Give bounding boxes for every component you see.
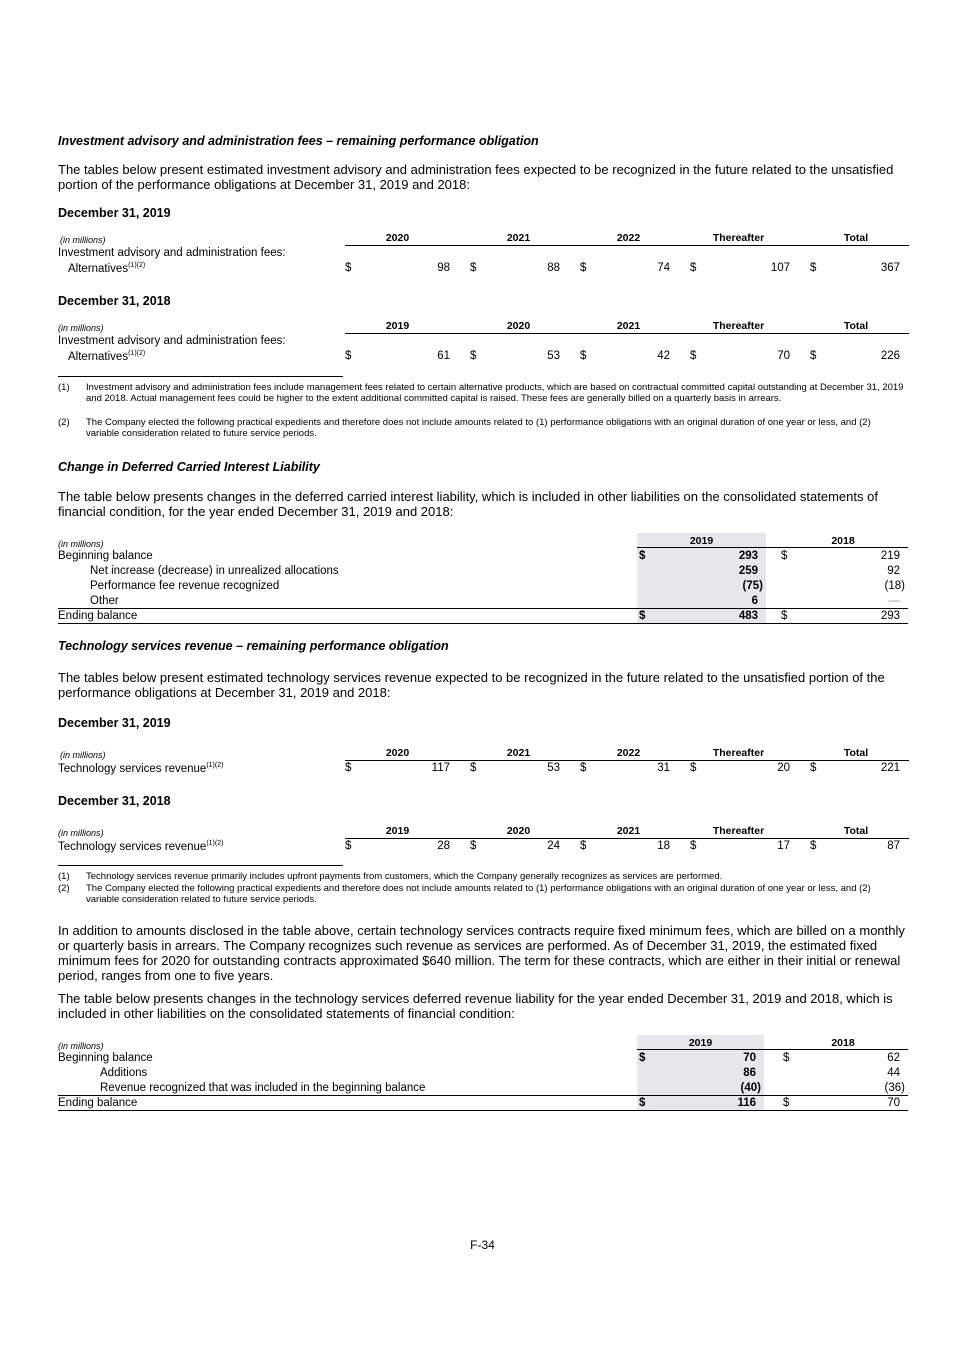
table-cell: — <box>888 595 900 607</box>
column-header: 2020 <box>385 232 410 244</box>
column-header: 2019 <box>689 535 714 547</box>
table-cell: 44 <box>887 1067 900 1079</box>
table-cell: (36) <box>884 1082 905 1094</box>
footnote-rule <box>58 865 343 866</box>
dollar-sign: $ <box>783 1052 790 1064</box>
table-cell: 116 <box>737 1097 756 1109</box>
table-cell: 259 <box>738 565 758 577</box>
table-cell: 18 <box>657 840 670 852</box>
column-header: 2019 <box>385 320 410 332</box>
column-header: 2020 <box>506 320 531 332</box>
table-row-label: Beginning balance <box>58 1052 153 1064</box>
footnote-rule <box>58 376 343 377</box>
dollar-sign: $ <box>345 762 352 774</box>
footnote-text: The Company elected the following practical expedients and therefore does not include amounts related to (1) performance obligations with an original duration of one year or less, and (2) variable consideration related to future service periods. <box>86 417 871 439</box>
dollar-sign: $ <box>580 840 587 852</box>
dollar-sign: $ <box>345 840 352 852</box>
dollar-sign: $ <box>781 550 788 562</box>
section-title-technology-revenue: Technology services revenue – remaining performance obligation <box>58 639 449 653</box>
row-label: Technology services revenue$^{(1)(2)}$ <box>58 762 224 775</box>
table-cell: 483 <box>738 610 758 622</box>
dollar-sign: $ <box>810 840 817 852</box>
column-header: 2021 <box>616 320 641 332</box>
column-header: Total <box>843 747 869 759</box>
table-row-label: Net increase (decrease) in unrealized allocations <box>90 565 339 577</box>
table-cell: (18) <box>884 580 905 592</box>
row-label: Technology services revenue$^{(1)(2)}$ <box>58 840 224 853</box>
column-header: 2022 <box>616 232 641 244</box>
column-header: 2021 <box>506 232 531 244</box>
table-date-heading: December 31, 2018 <box>58 294 171 308</box>
column-header: Thereafter <box>712 747 765 759</box>
dollar-sign: $ <box>345 262 352 274</box>
column-header: 2020 <box>385 747 410 759</box>
column-header: Total <box>843 320 869 332</box>
dollar-sign: $ <box>781 610 788 622</box>
table-cell: 367 <box>880 262 900 274</box>
dollar-sign: $ <box>690 262 697 274</box>
column-header: Thereafter <box>712 232 765 244</box>
row-group-label: Investment advisory and administration fees: <box>58 247 286 259</box>
header-rule <box>345 760 909 761</box>
table-cell: 31 <box>657 762 670 774</box>
dollar-sign: $ <box>470 762 477 774</box>
column-header: 2020 <box>506 825 531 837</box>
table-cell: 70 <box>743 1052 756 1064</box>
table-cell: 88 <box>547 262 560 274</box>
table-row-label: Ending balance <box>58 1097 138 1109</box>
table-cell: 219 <box>880 550 900 562</box>
table-cell: 74 <box>657 262 670 274</box>
table-cell: 62 <box>887 1052 900 1064</box>
dollar-sign: $ <box>639 550 646 562</box>
dollar-sign: $ <box>345 350 352 362</box>
dollar-sign: $ <box>783 1097 790 1109</box>
footnote-number: (2) <box>58 417 70 428</box>
dollar-sign: $ <box>580 262 587 274</box>
dollar-sign: $ <box>639 610 646 622</box>
row-group-label: Investment advisory and administration fees: <box>58 335 286 347</box>
table-cell: 70 <box>777 350 790 362</box>
table-row-label: Beginning balance <box>58 550 153 562</box>
table-cell: 70 <box>887 1097 900 1109</box>
page-number: F-34 <box>470 1238 495 1252</box>
table-date-heading: December 31, 2019 <box>58 206 171 220</box>
footnote-number: (1) <box>58 871 70 882</box>
table-cell: 293 <box>738 550 758 562</box>
intro-paragraph-technology-revenue: The tables below present estimated technology services revenue expected to be recognized in the future related to the unsatisfied portion of the performance obligations at December 31, 2019 and 2018: <box>58 670 885 700</box>
table-date-heading: December 31, 2018 <box>58 794 171 808</box>
table-row-label: Other <box>90 595 119 607</box>
table-cell: 20 <box>777 762 790 774</box>
column-header: 2022 <box>616 747 641 759</box>
section-title-investment-fees: Investment advisory and administration fees – remaining performance obligation <box>58 134 539 148</box>
column-header: 2019 <box>688 1037 713 1049</box>
table-cell: (75) <box>742 580 763 592</box>
dollar-sign: $ <box>580 762 587 774</box>
table-cell: 98 <box>437 262 450 274</box>
table-cell: 17 <box>777 840 790 852</box>
table-cell: 107 <box>770 262 790 274</box>
table-cell: 117 <box>431 762 450 774</box>
section-title-carried-interest: Change in Deferred Carried Interest Liability <box>58 460 320 474</box>
footnote-text: Investment advisory and administration fees include management fees related to certain alternative products, which are based on contractual committed capital outstanding at December 31, 2019 and 2018. Actual management fees could be higher to the extent additional committed capital is raised. These fees are generally billed on a quarterly basis in arrears. <box>86 382 904 404</box>
header-rule <box>345 245 909 246</box>
units-label: (in millions) <box>60 235 106 245</box>
column-header: Thereafter <box>712 825 765 837</box>
table-row-label: Ending balance <box>58 610 138 622</box>
total-rule <box>58 1095 908 1096</box>
table-row-label: Revenue recognized that was included in the beginning balance <box>100 1082 426 1094</box>
table-cell: (40) <box>740 1082 761 1094</box>
table-cell: 28 <box>437 840 450 852</box>
table-cell: 53 <box>547 350 560 362</box>
dollar-sign: $ <box>470 840 477 852</box>
paragraph-deferred-revenue-intro: The table below presents changes in the technology services deferred revenue liability for the year ended December 31, 2019 and 2018, which is included in other liabilities on the consolidated statements of financial condition: <box>58 991 893 1021</box>
row-label: Alternatives$^{(1)(2)}$ <box>68 350 146 363</box>
intro-paragraph-carried-interest: The table below presents changes in the deferred carried interest liability, which is included in other liabilities on the consolidated statements of financial condition, for the year ended December 31, 2019 and 2018: <box>58 489 878 519</box>
dollar-sign: $ <box>810 262 817 274</box>
table-cell: 24 <box>547 840 560 852</box>
dollar-sign: $ <box>690 350 697 362</box>
column-header: Thereafter <box>712 320 765 332</box>
column-header: Total <box>843 232 869 244</box>
table-date-heading: December 31, 2019 <box>58 716 171 730</box>
table-cell: 53 <box>547 762 560 774</box>
dollar-sign: $ <box>580 350 587 362</box>
column-header: 2018 <box>831 1037 855 1049</box>
bottom-rule <box>58 1110 908 1111</box>
dollar-sign: $ <box>690 840 697 852</box>
footnote-text: Technology services revenue primarily includes upfront payments from customers, which the Company generally recognizes as services are performed. <box>86 871 723 882</box>
table-cell: 6 <box>751 595 758 607</box>
dollar-sign: $ <box>470 350 477 362</box>
dollar-sign: $ <box>470 262 477 274</box>
total-rule <box>58 608 908 609</box>
table-cell: 92 <box>887 565 900 577</box>
dollar-sign: $ <box>810 762 817 774</box>
column-header: Total <box>843 825 869 837</box>
header-rule <box>637 1049 908 1050</box>
header-rule <box>345 333 909 334</box>
table-cell: 61 <box>437 350 450 362</box>
units-label: (in millions) <box>58 323 104 333</box>
units-label: (in millions) <box>58 539 104 549</box>
footnote-number: (1) <box>58 382 70 393</box>
dollar-sign: $ <box>639 1097 646 1109</box>
table-row-label: Additions <box>100 1067 148 1079</box>
table-cell: 293 <box>880 610 900 622</box>
table-cell: 226 <box>880 350 900 362</box>
footnote-text: The Company elected the following practical expedients and therefore does not include amounts related to (1) performance obligations with an original duration of one year or less, and (2) variable consideration related to future service periods. <box>86 883 871 905</box>
units-label: (in millions) <box>58 1041 104 1051</box>
units-label: (in millions) <box>58 828 104 838</box>
table-cell: 221 <box>880 762 900 774</box>
table-cell: 42 <box>657 350 670 362</box>
column-header: 2019 <box>385 825 410 837</box>
paragraph-fixed-minimum-fees: In addition to amounts disclosed in the table above, certain technology services contracts require fixed minimum fees, which are billed on a monthly or quarterly basis in arrears. The Company recognizes such revenue as services are performed. As of December 31, 2019, the estimated fixed minimum fees for 2020 for outstanding contracts approximated $640 million. The term for these contracts, which are either in their initial or renewal period, ranges from one to five years. <box>58 923 905 983</box>
units-label: (in millions) <box>60 750 106 760</box>
column-header: 2018 <box>831 535 855 547</box>
table-row-label: Performance fee revenue recognized <box>90 580 280 592</box>
column-header: 2021 <box>506 747 531 759</box>
column-header: 2021 <box>616 825 641 837</box>
header-rule <box>345 838 909 839</box>
intro-paragraph-investment-fees: The tables below present estimated investment advisory and administration fees expected to be recognized in the future related to the unsatisfied portion of the performance obligations at December 31, 2019 and 2018: <box>58 162 894 192</box>
bottom-rule <box>58 623 908 624</box>
header-rule <box>637 547 908 548</box>
footnote-number: (2) <box>58 883 70 894</box>
dollar-sign: $ <box>690 762 697 774</box>
table-cell: 87 <box>887 840 900 852</box>
dollar-sign: $ <box>810 350 817 362</box>
table-cell: 86 <box>743 1067 756 1079</box>
row-label: Alternatives$^{(1)(2)}$ <box>68 262 146 275</box>
dollar-sign: $ <box>639 1052 646 1064</box>
